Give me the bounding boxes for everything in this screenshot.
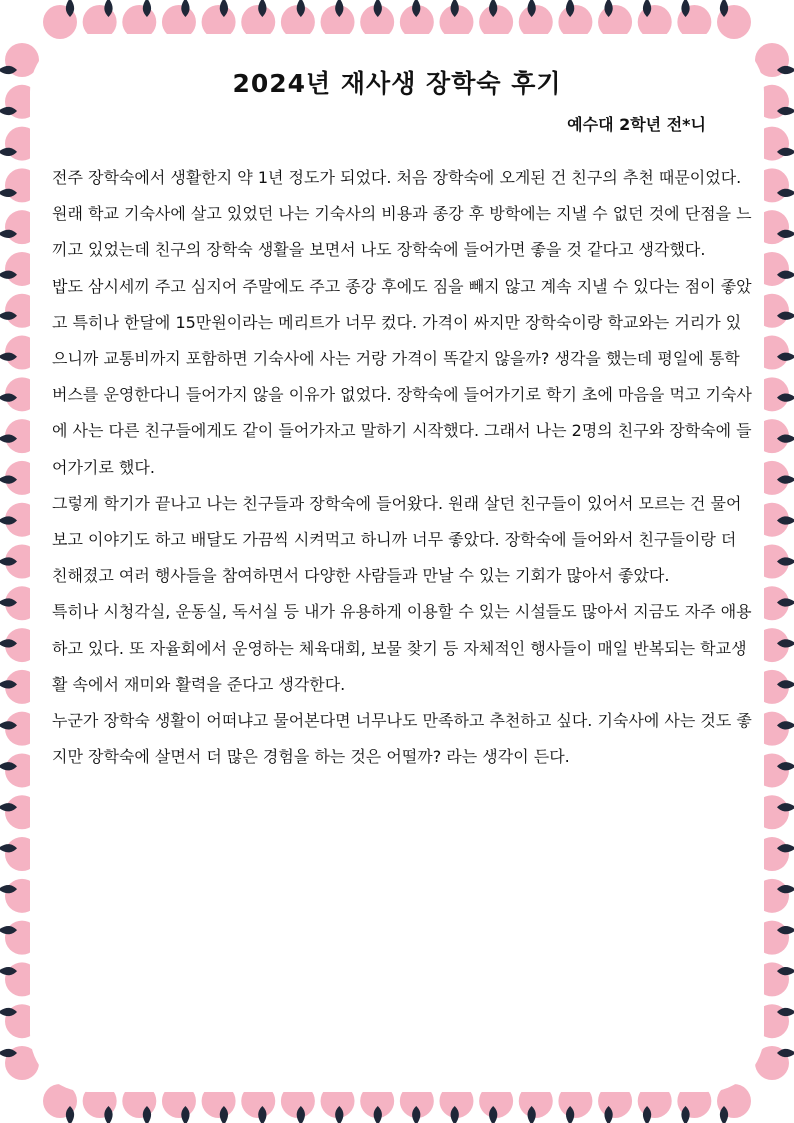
- paragraph-2: 밥도 삼시세끼 주고 심지어 주말에도 주고 종강 후에도 짐을 빼지 않고 계속 지낼 수 있다는 점이 좋았고 특히나 한달에 15만원이라는 메리트가 너무 컸다. 가격이 싸지만 장학숙이랑 학교와는 거리가 있으니까 교통비까지 포함하면 기숙사에 사는 거랑 가격이 똑같지 않을까? 생각을 했는데 평일에 통학버스를 운영한다니 들어가지 않을 이유가 없었다. 장학숙에 들어가기로 학기 초에 마음을 먹고 기숙사에 사는 다른 친구들에게도 같이 들어가자고 말하기 시작했다. 그래서 나는 2명의 친구와 장학숙에 들어가기로 했다.: [52, 276, 752, 477]
- page-title: 2024년 재사생 장학숙 후기: [232, 69, 562, 98]
- letter-body: [52, 160, 752, 775]
- paragraph-4: 특히나 시청각실, 운동실, 독서실 등 내가 유용하게 이용할 수 있는 시설들도 많아서 지금도 자주 애용하고 있다. 또 자율회에서 운영하는 체육대회, 보물 찾기 등 자체적인 행사들이 매일 반복되는 학교생활 속에서 재미와 활력을 준다고 생각한다.: [52, 602, 752, 694]
- paragraph-1: 전주 장학숙에서 생활한지 약 1년 정도가 되었다. 처음 장학숙에 오게된 건 친구의 추천 때문이었다. 원래 학교 기숙사에 살고 있었던 나는 기숙사의 비용과 종강 후 방학에는 지낼 수 없던 것에 단점을 느끼고 있었는데 친구의 장학숙 생활을 보면서 나도 장학숙에 들어가면 좋을 것 같다고 생각했다.: [52, 168, 752, 260]
- paragraph-5: 누군가 장학숙 생활이 어떠냐고 물어본다면 너무나도 만족하고 추천하고 싶다. 기숙사에 사는 것도 좋지만 장학숙에 살면서 더 많은 경험을 하는 것은 어떨까? 라는 생각이 든다.: [52, 711, 752, 767]
- paragraph-3: 그렇게 학기가 끝나고 나는 친구들과 장학숙에 들어왔다. 원래 살던 친구들이 있어서 모르는 건 물어보고 이야기도 하고 배달도 가끔씩 시켜먹고 하니까 너무 좋았다. 장학숙에 들어와서 친구들이랑 더 친해졌고 여러 행사들을 참여하면서 다양한 사람들과 만날 수 있는 기회가 많아서 좋았다.: [52, 493, 742, 586]
- author-line: 예수대 2학년 전*니: [567, 115, 706, 134]
